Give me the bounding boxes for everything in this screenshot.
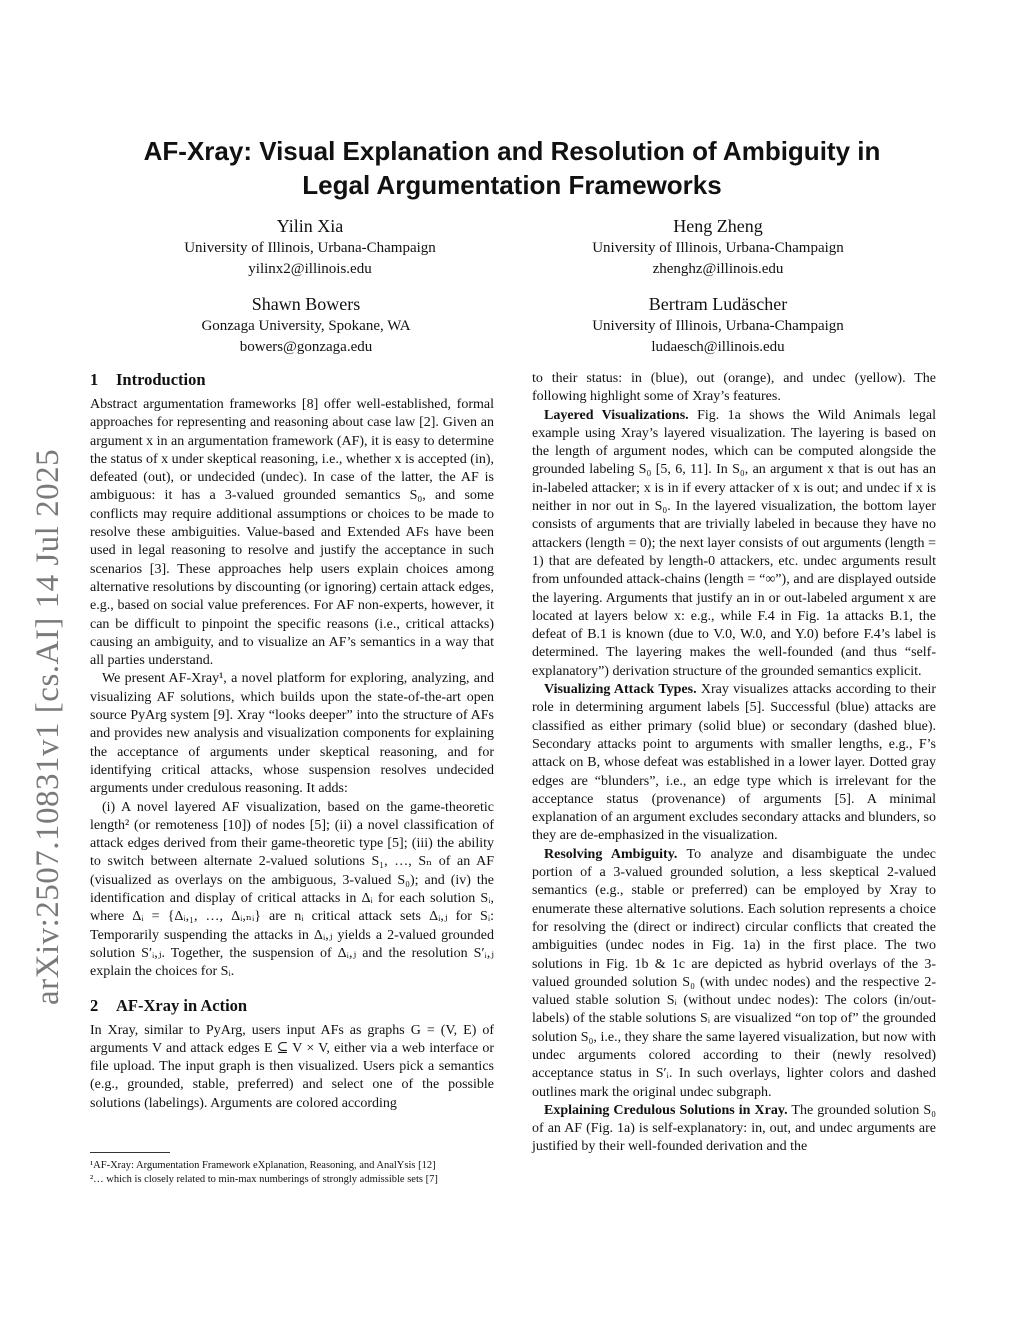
author-block-2: [508, 214, 928, 280]
section-title: Introduction: [116, 370, 206, 389]
footnote-1: ¹AF-Xray: Argumentation Framework eXplanation, Reasoning, and AnalYsis [12]: [90, 1160, 436, 1171]
paragraph-text: Fig. 1a shows the Wild Animals legal example using Xray’s layered visualization. The layering is based on the length of argument nodes, which can be computed alongside the grounded labeling S₀ [5, 6, 11]. In S₀, an argument x that is out has an in-labeled attacker; x is in if every attacker of x is out; and undec if x is neither in nor out in S₀. In the layered visualization, the bottom layer consists of arguments that are trivially labeled in because they have no attackers (length = 0); the next layer consists of out arguments (length = 1) that are defeated by length-0 attackers, etc. undec arguments result from unfounded attack-chains (length = “∞”), and are displayed outside the layering. Arguments that justify an in or out-labeled argument x are located at layers below x: e.g., while F.4 in Fig. 1a attacks B.1, the defeat of B.1 is known (due to V.0, W.0, and Y.0) before F.4’s label is determined. The layering makes the well-founded (and thus “self-explanatory”) derivation structure of the grounded semantics explicit.: [532, 407, 936, 679]
author-block-4: [508, 292, 928, 358]
author-name: Yilin Xia: [276, 216, 344, 236]
section-number: 2: [90, 995, 99, 1015]
footnotes: [90, 1152, 494, 1187]
author-block-1: [100, 214, 520, 280]
author-name: Shawn Bowers: [251, 294, 361, 314]
footnote-2: ²… which is closely related to min-max numberings of strongly admissible sets [7]: [90, 1174, 438, 1185]
title-line-1: AF-Xray: Visual Explanation and Resolution of Ambiguity in: [143, 136, 881, 166]
credulous-solutions-paragraph: [532, 1102, 936, 1157]
author-email[interactable]: bowers@gonzaga.edu: [239, 339, 373, 355]
paragraph-text: Xray visualizes attacks according to their role in determining argument labels [5]. Successful (blue) attacks are classified as either primary (solid blue) or secondary (dashed blue). Secondary attacks point to arguments with smaller lengths, e.g., F’s attack on B, whose defeat was established in a lower layer. Dotted gray edges are “blunders”, i.e., an edge type which is irrelevant for the acceptance status (provenance) of arguments [5]. A minimal explanation of an argument excludes secondary attacks and blunders, so they are de-emphasized in the visualization.: [532, 682, 936, 844]
paragraph-text: The grounded solution S₀ of an AF (Fig. 1a) is self-explanatory: in, out, and undec arguments are justified by their well-founded derivation and the: [532, 1102, 936, 1155]
author-affiliation: Gonzaga University, Spokane, WA: [201, 318, 411, 334]
intro-paragraph-2: We present AF-Xray¹, a novel platform for exploring, analyzing, and visualizing AF solutions, which builds upon the state-of-the-art open source PyArg system [9]. Xray “looks deeper” into the structure of AFs and provides new analysis and visualization components for explaining the acceptance of arguments under skeptical reasoning, and for identifying critical attacks, whose suspension resolves undecided arguments under credulous reasoning. It adds:: [90, 671, 494, 797]
section-heading-introduction: [90, 370, 494, 390]
author-affiliation: University of Illinois, Urbana-Champaign: [592, 240, 844, 256]
action-paragraph-2: to their status: in (blue), out (orange), and undec (yellow). The following highlight some of Xray’s features.: [532, 371, 936, 405]
intro-paragraph-3: (i) A novel layered AF visualization, based on the game-theoretic length² (or remoteness [10]) of nodes [5]; (ii) a novel classification of attack edges derived from their game-theoretic type [5]; (iii) the ability to switch between alternate 2-valued solutions S₁, …, Sₙ of an AF (visualized as overlays on the ambiguous, 3-valued S₀); and (iv) the identification and display of critical attacks in Δᵢ for each solution Sᵢ, where Δᵢ = {Δᵢ,₁, …, Δᵢ,ₙᵢ} are nᵢ critical attack sets Δᵢ,ⱼ for Sᵢ: Temporarily suspending the attacks in Δᵢ,ⱼ yields a 2-valued grounded solution S′ᵢ,ⱼ. Together, the suspension of Δᵢ,ⱼ and the resolution S′ᵢ,ⱼ explain the choices for Sᵢ.: [90, 799, 494, 980]
footnote-rule: [90, 1152, 170, 1153]
run-in-heading: Resolving Ambiguity.: [544, 846, 678, 862]
section-heading-af-xray-in-action: [90, 996, 494, 1016]
right-column: [532, 370, 936, 1157]
intro-paragraph-1: Abstract argumentation frameworks [8] offer well-established, formal approaches for representing and reasoning about case law [2]. Given an argument x in an argumentation framework (AF), it is easy to determine the status of x under skeptical reasoning, i.e., whether x is accepted (in), defeated (out), or undecided (undec). In case of the latter, the AF is ambiguous: it has a 3-valued grounded semantics S₀, and some conflicts may require additional assumptions or choices to be made to resolve these ambiguities. Value-based and Extended AFs have been used in legal reasoning to resolve and justify the acceptance in such scenarios [3]. These approaches help users explain choices among alternative resolutions by discounting (or ignoring) certain attack edges, e.g., based on social value preferences. For AF non-experts, however, it can be difficult to pinpoint the specific reasons (i.e., critical attacks) causing an ambiguity, and to visualize an AF’s semantics in a way that all parties understand.: [90, 397, 494, 669]
action-paragraph-1: In Xray, similar to PyArg, users input AFs as graphs G = (V, E) of arguments V and attack edges E ⊆ V × V, either via a web interface or file upload. The input graph is then visualized. Users pick a semantics (e.g., grounded, stable, preferred) and select one of the possible solutions (labelings). Arguments are colored according: [90, 1022, 494, 1111]
author-email[interactable]: zhenghz@illinois.edu: [652, 261, 784, 277]
author-name: Bertram Ludäscher: [648, 294, 788, 314]
author-name: Heng Zheng: [673, 216, 763, 236]
title-line-2: Legal Argumentation Frameworks: [302, 170, 722, 200]
arxiv-identifier: arXiv:2507.10831v1 [cs.AI] 14 Jul 2025: [30, 448, 66, 1005]
run-in-heading: Visualizing Attack Types.: [544, 682, 697, 698]
author-affiliation: University of Illinois, Urbana-Champaign: [592, 318, 844, 334]
attack-types-paragraph: [532, 681, 936, 846]
left-column: [90, 370, 494, 1113]
section-title: AF-Xray in Action: [116, 995, 248, 1015]
section-number: 1: [90, 370, 99, 389]
author-affiliation: University of Illinois, Urbana-Champaign: [184, 240, 436, 256]
author-email[interactable]: ludaesch@illinois.edu: [651, 339, 785, 355]
paper-title: [100, 134, 924, 202]
paragraph-text: To analyze and disambiguate the undec portion of a 3-valued grounded solution, a less skeptical 2-valued semantics (e.g., stable or preferred) can be employed by Xray to enumerate these alternative solutions. Each solution represents a choice for resolving the (direct or indirect) circular conflicts that created the ambiguities (undec nodes in Fig. 1a) in the first place. The two solutions in Fig. 1b & 1c are depicted as hybrid overlays of the 3-valued grounded solution S₀ (with undec nodes) and the respective 2-valued stable solution Sᵢ (without undec nodes): The colors (in/out-labels) of the stable solutions Sᵢ are visualized “on top of” the grounded solution S₀, i.e., they share the same layered visualization, but now with undec arguments colored according to their (newly resolved) acceptance status in S′ᵢ. In such overlays, lighter colors and dashed outlines mark the original undec subgraph.: [532, 846, 937, 1100]
layered-visualizations-paragraph: [532, 407, 936, 681]
author-email[interactable]: yilinx2@illinois.edu: [248, 261, 372, 277]
run-in-heading: Explaining Credulous Solutions in Xray.: [544, 1102, 788, 1118]
author-block-3: [96, 292, 516, 358]
resolving-ambiguity-paragraph: [532, 846, 936, 1102]
run-in-heading: Layered Visualizations.: [544, 407, 689, 423]
